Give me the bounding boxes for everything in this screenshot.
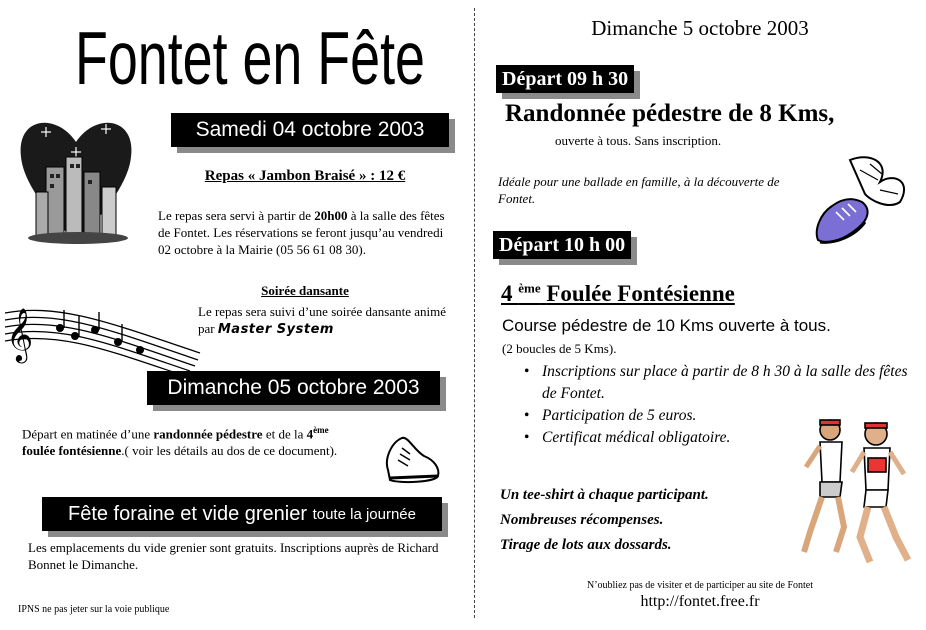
soiree-text — [198, 303, 456, 338]
depart-2-banner — [493, 231, 631, 259]
rando-sub-text: ouverte à tous. Sans inscription. — [555, 133, 722, 148]
bullet-text: Participation de 5 euros. — [542, 407, 697, 424]
fete-banner — [42, 497, 442, 531]
fete-banner-small: toute la journée — [312, 505, 416, 523]
course-sub — [502, 341, 616, 357]
repas-text — [158, 207, 452, 258]
sneaker-icon — [380, 428, 442, 490]
saturday-banner — [171, 113, 449, 147]
foulee-title-text: Foulée Fontésienne — [546, 280, 735, 306]
depart-1-banner — [496, 65, 634, 93]
rando-desc — [498, 173, 800, 207]
course-sub-text: (2 boucles de 5 Kms). — [502, 341, 617, 356]
repas-time: 20h00 — [314, 208, 348, 223]
soiree-title-text: Soirée dansante — [261, 283, 349, 298]
date-header — [480, 16, 920, 41]
ipns-footer-text: IPNS ne pas jeter sur la voie publique — [18, 604, 170, 615]
website-url-text: http://fontet.free.fr — [640, 593, 760, 610]
svg-text:𝄞: 𝄞 — [6, 307, 34, 361]
rando-sub — [555, 133, 721, 149]
repas-title-text: Repas « Jambon Braisé » : 12 € — [204, 168, 406, 184]
highlight-line: Tirage de lots aux dossards. — [500, 537, 672, 553]
runners-icon — [800, 412, 922, 567]
foulee-title — [501, 280, 735, 307]
repas-text-2: à la salle des fêtes de Fontet. Les réservations se feront jusqu’au vendredi 02 octobre à la Mairie (05 56 61 08 30). — [158, 208, 445, 257]
sunday-banner-text: Dimanche 05 octobre 2003 — [167, 376, 420, 399]
ipns-footer — [18, 604, 169, 615]
list-item — [542, 361, 922, 405]
sunday-text-1: Départ en matinée d’une — [22, 426, 154, 442]
sunday-text — [22, 422, 362, 459]
music-staff-icon — [0, 298, 205, 373]
sunday-text-2: et de la — [262, 426, 307, 442]
saturday-banner-text: Samedi 04 octobre 2003 — [195, 118, 425, 141]
highlights — [500, 483, 800, 558]
foulee-num: 4 — [501, 280, 513, 306]
highlight-line: Un tee-shirt à chaque participant. — [500, 487, 709, 503]
fireworks-city-icon — [16, 112, 136, 247]
depart-2-text: Départ 10 h 00 — [499, 234, 626, 256]
course-text-body: Course pédestre de 10 Kms ouverte à tous. — [502, 316, 831, 335]
soiree-text-body: Le repas sera suivi d’une soirée dansante animé par — [198, 304, 446, 336]
depart-1-text: Départ 09 h 30 — [502, 68, 629, 90]
bullet-text: Certificat médical obligatoire. — [542, 429, 731, 446]
visit-text-body: N’oubliez pas de visiter et de participer au site de Fontet — [586, 580, 814, 591]
band-name: Master System — [217, 322, 334, 337]
repas-text-1: Le repas sera servi à partir de — [158, 208, 315, 223]
date-header-text: Dimanche 5 octobre 2003 — [591, 16, 809, 40]
visit-text — [480, 580, 920, 591]
foulee-sup: ème — [518, 280, 541, 295]
sunday-rando: randonnée pédestre — [153, 426, 263, 442]
rando-desc-text: Idéale pour une ballade en famille, à la découverte de Fontet. — [498, 174, 780, 206]
winged-shoe-icon — [810, 152, 915, 250]
repas-title — [150, 168, 460, 185]
website-url — [480, 593, 920, 611]
sunday-text-3: .( voir les détails au dos de ce document). — [121, 443, 338, 459]
sunday-foulee: foulée fontésienne — [22, 443, 122, 459]
sunday-sup: ème — [313, 425, 329, 435]
soiree-title — [150, 283, 460, 299]
main-title-text: Fontet en Fête — [74, 15, 425, 101]
rando-title — [505, 100, 834, 128]
main-title — [60, 2, 440, 102]
bullet-text: Inscriptions sur place à partir de 8 h 30 à la salle des fêtes de Fontet. — [542, 363, 908, 402]
fete-text-body: Les emplacements du vide grenier sont gratuits. Inscriptions auprès de Richard Bonnet le Dimanche. — [28, 540, 439, 572]
rando-title-text: Randonnée pédestre de 8 Kms, — [505, 100, 835, 127]
course-text — [502, 316, 831, 336]
fete-banner-main: Fête foraine et vide grenier — [67, 502, 308, 525]
sunday-num: 4 — [306, 426, 314, 442]
fete-text — [28, 539, 446, 573]
sunday-banner — [147, 371, 440, 405]
page-divider — [474, 8, 475, 618]
highlight-line: Nombreuses récompenses. — [500, 512, 664, 528]
